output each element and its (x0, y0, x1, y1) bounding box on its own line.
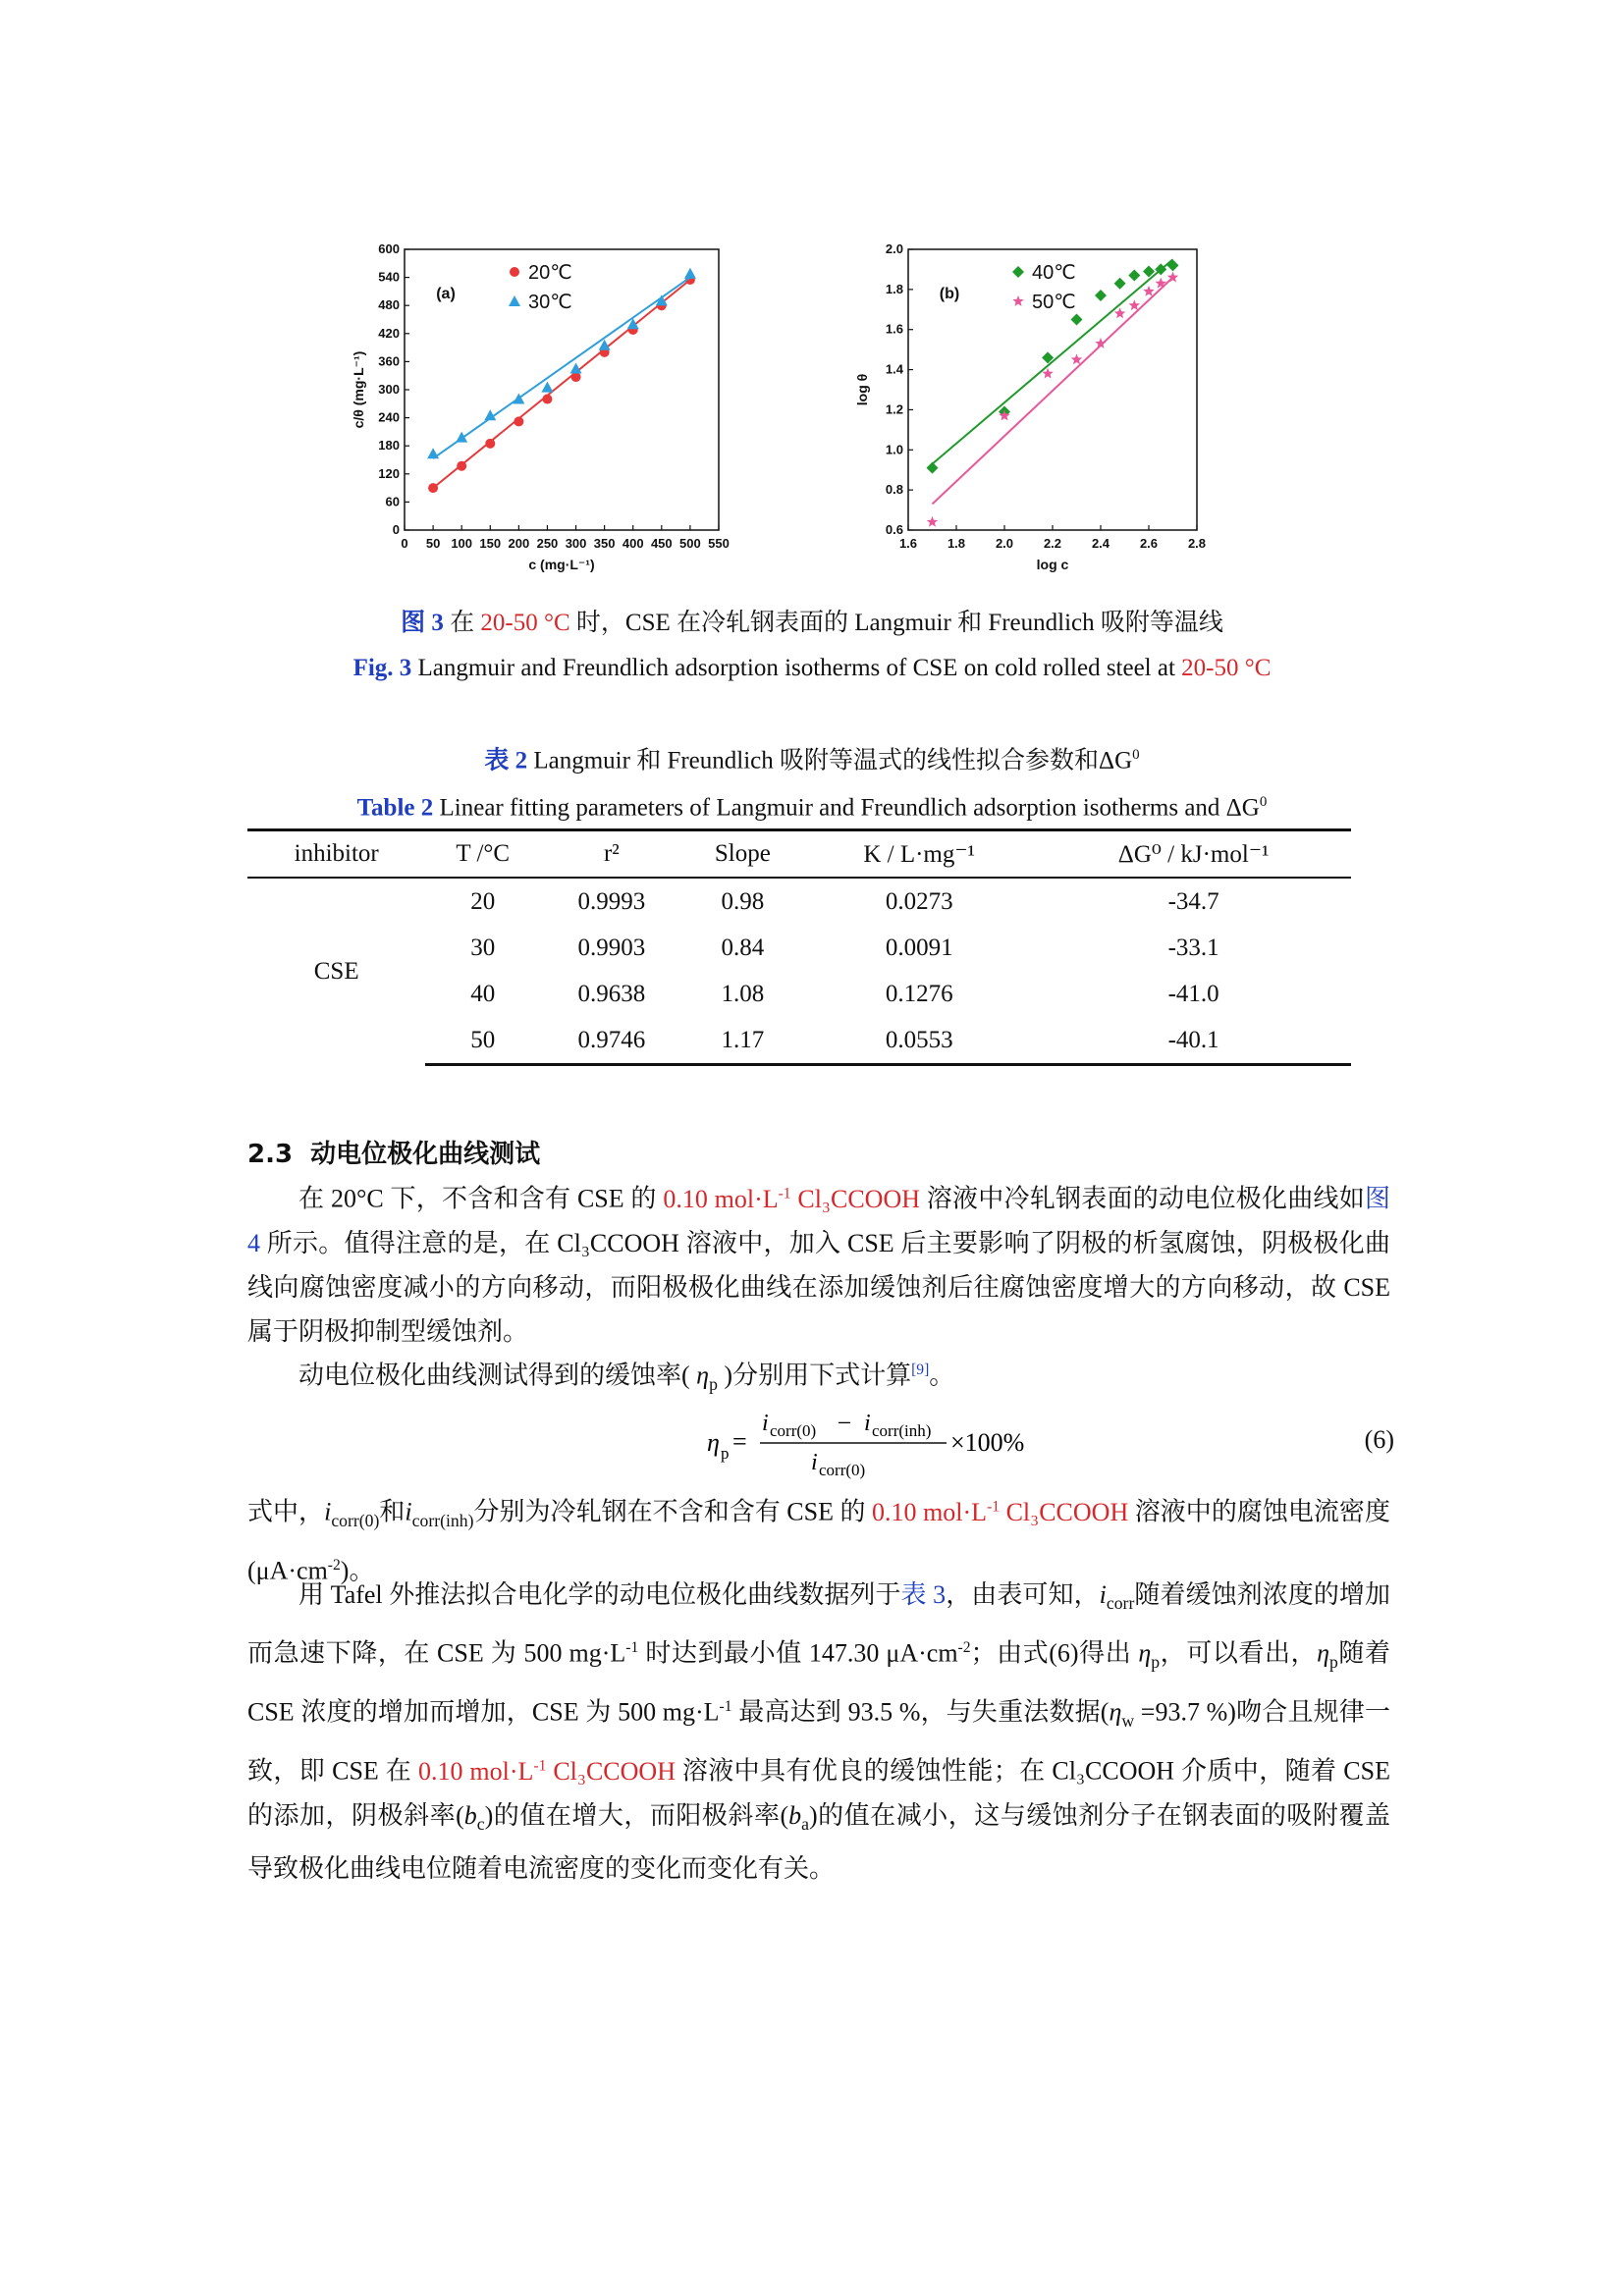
text: 和 (379, 1497, 406, 1526)
text: )分别用下式计算 (717, 1361, 912, 1390)
x-tick-label: 150 (479, 536, 502, 551)
x-tick-label: 0 (401, 536, 408, 551)
symbol: η (696, 1361, 710, 1390)
y-tick-label: 1.0 (885, 442, 903, 457)
table-2 (247, 828, 1351, 1066)
col-inhibitor: inhibitor (247, 830, 425, 879)
x-tick-label: 550 (708, 536, 730, 551)
highlight-concentration (663, 1185, 920, 1213)
y-tick-label: 0.6 (885, 522, 903, 537)
equation-number: (6) (1364, 1425, 1394, 1454)
paragraph-4 (247, 1573, 1390, 1891)
data-point (485, 439, 495, 449)
data-point (927, 462, 939, 474)
symbol: i (324, 1497, 332, 1526)
legend-label: 20℃ (528, 262, 572, 284)
x-tick-label: 1.6 (898, 536, 918, 551)
x-tick-label: 2.0 (995, 536, 1014, 551)
text: 溶液中具有优良的缓蚀性能；在 Cl₃CCOOH 介质中，随着 CSE 的添加，阴极斜率( (247, 1756, 1390, 1830)
text: ；由式(6)得出 (970, 1638, 1139, 1668)
equation-6 (707, 1404, 1394, 1482)
table-caption-cn (0, 738, 1624, 777)
figure-caption-en (0, 652, 1624, 685)
reference-9-link[interactable]: [9] (911, 1362, 930, 1378)
legend-marker (509, 295, 520, 306)
text: 时达到最小值 147.30 μA·cm (638, 1638, 958, 1668)
x-tick-label: 300 (565, 536, 587, 551)
text: ，由表可知， (946, 1580, 1100, 1609)
section-title: 动电位极化曲线测试 (310, 1140, 541, 1169)
text: Cl₃CCOOH (1000, 1497, 1129, 1526)
x-tick-label: 350 (593, 536, 616, 551)
x-tick-label: 500 (679, 536, 701, 551)
data-point (428, 483, 438, 493)
y-tick-label: 240 (378, 409, 400, 425)
table-cell: -41.0 (1167, 980, 1219, 1007)
y-tick-label: 540 (378, 269, 400, 285)
y-tick-label: 1.2 (885, 401, 903, 417)
x-tick-label: 200 (508, 536, 530, 551)
table-caption-label: 表 2 (484, 747, 528, 774)
text: 0.10 mol·L (663, 1184, 779, 1213)
data-point (427, 448, 439, 458)
equation-times: ×100% (950, 1428, 1025, 1457)
table-caption-label: Table 2 (356, 794, 434, 822)
table-caption-text: Langmuir 和 Freundlich 吸附等温式的线性拟合参数和ΔG (527, 747, 1133, 774)
y-tick-label: 480 (378, 297, 400, 313)
figure-3-svg (324, 234, 1306, 587)
x-tick-label: 2.6 (1139, 536, 1159, 551)
equation-lhs-sub: p (721, 1444, 730, 1463)
data-point (927, 516, 938, 527)
col-temperature: T /°C (425, 830, 540, 879)
text: w (1121, 1710, 1135, 1731)
figure-caption-text: 时，CSE 在冷轧钢表面的 Langmuir 和 Freundlich 吸附等温线 (569, 610, 1223, 636)
table-row (247, 878, 1351, 925)
text: η (707, 1428, 720, 1457)
equation-minus: − (831, 1409, 858, 1437)
text: p (1329, 1652, 1338, 1673)
parameters-table (247, 828, 1351, 1066)
y-tick-label: 0.8 (885, 482, 903, 498)
figure-caption-text: Langmuir and Freundlich adsorption isotherms of CSE on cold rolled steel at (411, 655, 1182, 681)
table-cell: 0.0273 (885, 887, 953, 915)
x-axis-label: log c (1036, 557, 1069, 572)
x-tick-label: 400 (622, 536, 644, 551)
y-tick-label: 1.8 (885, 281, 903, 296)
data-point (514, 416, 523, 426)
table-cell: 1.17 (683, 1017, 802, 1065)
text: =93.7 %)吻合且规律一致，即 CSE 在 (247, 1697, 1390, 1786)
data-point (1071, 353, 1082, 364)
section-number: 2.3 (247, 1140, 294, 1169)
figure-caption-label: 图 3 (401, 610, 444, 636)
text: Cl₃CCOOH (790, 1184, 920, 1213)
legend-label: 30℃ (528, 292, 572, 313)
table-cell: 0.9993 (577, 887, 646, 915)
equation-num-b-sub: corr(inh) (872, 1421, 932, 1440)
data-point (684, 268, 696, 279)
table-cell: 0.1276 (885, 980, 953, 1007)
text: -1 (778, 1185, 791, 1201)
x-tick-label: 2.2 (1043, 536, 1062, 551)
data-point (541, 382, 553, 393)
x-tick-label: 250 (536, 536, 559, 551)
table-cell: -34.7 (1167, 887, 1219, 915)
data-point (1167, 259, 1179, 271)
table-cell: -33.1 (1167, 934, 1219, 961)
text: a (801, 1813, 809, 1834)
symbol: η (1317, 1638, 1329, 1668)
y-tick-label: 1.4 (885, 361, 903, 377)
text: ，可以看出， (1160, 1638, 1318, 1668)
legend-marker (1012, 266, 1024, 278)
figure-3 (324, 234, 1306, 587)
table-cell: 0.9746 (540, 1017, 683, 1065)
col-r2: r² (540, 830, 683, 879)
symbol: η (1109, 1697, 1122, 1727)
figure-4-link[interactable]: 图 4 (247, 1184, 1390, 1257)
legend-label: 40℃ (1032, 262, 1076, 284)
text: 。 (929, 1361, 955, 1390)
highlight-concentration (872, 1498, 1128, 1526)
legend-marker (510, 267, 519, 277)
data-point (571, 372, 581, 382)
equation-lhs (707, 1428, 720, 1457)
table-cell: -40.1 (1036, 1017, 1351, 1065)
equation-num-b: i (864, 1411, 871, 1436)
paragraph-2 (298, 1348, 1390, 1407)
text: 0.10 mol·L (872, 1497, 988, 1526)
text: p (709, 1373, 718, 1394)
text: c (476, 1813, 485, 1834)
figure-caption-temp: 20-50 °C (480, 610, 570, 636)
data-point (1128, 270, 1140, 282)
panel-label: (a) (436, 286, 456, 302)
x-tick-label: 100 (451, 536, 473, 551)
x-tick-label: 450 (650, 536, 673, 551)
table-cell: 0.84 (721, 934, 765, 961)
y-tick-label: 0 (392, 522, 400, 537)
text: )。 (340, 1556, 375, 1585)
text: -2 (327, 1556, 341, 1574)
table-header-row (247, 830, 1351, 879)
equation-num-a: i (762, 1411, 769, 1436)
text: 分别为冷轧钢在不含和含有 CSE 的 (473, 1497, 873, 1526)
x-tick-label: 50 (425, 536, 441, 551)
cell-inhibitor: CSE (313, 957, 359, 985)
col-k: K / L·mg⁻¹ (802, 830, 1036, 879)
table-cell: 0.98 (721, 887, 765, 915)
table-cell: 0.9903 (577, 934, 646, 961)
data-point (1114, 278, 1126, 290)
equation-den-sub: corr(0) (819, 1461, 866, 1479)
text: )的值在减小，这与缓蚀剂分子在钢表面的吸附覆盖导致极化曲线电位随着电流密度的变化而变化有关。 (247, 1800, 1390, 1883)
legend-marker (1012, 295, 1023, 306)
text: corr(inh) (411, 1510, 474, 1530)
data-point (542, 395, 552, 404)
x-tick-label: 2.8 (1187, 536, 1207, 551)
data-point (1095, 290, 1107, 301)
text: 随着 CSE 浓度的增加而增加，CSE 为 500 mg·L (247, 1638, 1390, 1727)
highlight-concentration (418, 1757, 676, 1786)
table-caption-en (0, 785, 1624, 825)
equation-den: i (811, 1450, 818, 1475)
fit-line (933, 259, 1173, 463)
symbol: b (463, 1800, 477, 1830)
text: 在 20°C 下，不含和含有 CSE 的 (298, 1184, 664, 1213)
x-tick-label: 2.4 (1091, 536, 1110, 551)
text: 式中， (247, 1497, 325, 1526)
text: Cl₃CCOOH (546, 1756, 676, 1786)
y-tick-label: 600 (378, 241, 400, 256)
legend-label: 50℃ (1032, 292, 1076, 313)
data-point (457, 461, 466, 471)
text: -1 (625, 1639, 639, 1657)
data-point (1156, 278, 1167, 289)
y-tick-label: 2.0 (885, 241, 903, 256)
y-axis-label: c/θ (mg·L⁻¹) (351, 350, 366, 429)
y-tick-label: 180 (378, 438, 400, 454)
text: 用 Tafel 外推法拟合电化学的动电位极化曲线数据列于 (298, 1580, 901, 1609)
table-cell: 1.08 (721, 980, 765, 1007)
y-tick-label: 120 (378, 465, 400, 481)
table-cell: 0.0091 (885, 934, 953, 961)
table-3-link[interactable]: 表 3 (900, 1580, 947, 1609)
figure-caption-temp: 20-50 °C (1181, 655, 1272, 681)
table-cell: 50 (425, 1017, 540, 1065)
text: -1 (533, 1756, 547, 1774)
symbol: b (788, 1800, 802, 1830)
panel-label: (b) (939, 286, 960, 302)
text: 所示。值得注意的是，在 Cl₃CCOOH 溶液中，加入 CSE 后主要影响了阴极的析氢腐蚀，阴极极化曲线向腐蚀密度减小的方向移动，而阳极极化曲线在添加缓蚀剂后往腐蚀密度增大的方向移动，故 CSE 属于阴极抑制型缓蚀剂。 (247, 1228, 1390, 1346)
text: -1 (719, 1698, 732, 1716)
section-heading (247, 1134, 540, 1170)
text: 动电位极化曲线测试得到的缓蚀率( (298, 1361, 697, 1390)
y-tick-label: 60 (385, 494, 400, 509)
table-caption-text: Linear fitting parameters of Langmuir and Freundlich adsorption isotherms and ΔG (433, 794, 1260, 822)
x-axis-label: c (mg·L⁻¹) (528, 557, 595, 572)
text: 0.10 mol·L (418, 1756, 534, 1786)
data-point (1114, 307, 1125, 318)
text: -1 (987, 1498, 1001, 1515)
table-caption-sup: 0 (1132, 747, 1140, 763)
text: )的值在增大，而阳极斜率( (484, 1800, 789, 1830)
y-tick-label: 360 (378, 353, 400, 369)
data-point (1071, 314, 1083, 326)
equation-num-a-sub: corr(0) (770, 1421, 817, 1440)
figure-caption-label: Fig. 3 (352, 655, 412, 681)
text: 随着缓蚀剂浓度的增加而急速下降，在 CSE 为 500 mg·L (247, 1580, 1390, 1668)
text: 溶液中冷轧钢表面的动电位极化曲线如 (920, 1184, 1365, 1213)
paragraph-1 (247, 1171, 1390, 1354)
text: corr(0) (331, 1510, 380, 1530)
text: 最高达到 93.5 %，与失重法数据( (731, 1697, 1110, 1727)
text: 溶液中的腐蚀电流密度(μA·cm (247, 1497, 1390, 1585)
symbol: i (405, 1497, 412, 1526)
data-point (1095, 338, 1106, 348)
y-tick-label: 1.6 (885, 321, 903, 337)
data-point (1143, 286, 1154, 296)
x-tick-label: 1.8 (947, 536, 966, 551)
text: -2 (957, 1639, 971, 1657)
symbol: η (1138, 1638, 1152, 1668)
table-cell: 20 (470, 887, 496, 915)
equation-equals: = (732, 1427, 747, 1456)
table-caption-sup: 0 (1259, 794, 1268, 810)
data-point (456, 432, 467, 443)
symbol: i (1099, 1580, 1107, 1609)
table-cell: 0.9638 (577, 980, 646, 1007)
text: p (1151, 1652, 1161, 1673)
y-tick-label: 420 (378, 325, 400, 341)
equation-svg (707, 1404, 1257, 1482)
col-slope: Slope (683, 830, 802, 879)
table-cell: 30 (470, 934, 496, 961)
text: corr (1106, 1593, 1135, 1614)
table-cell: 40 (470, 980, 496, 1007)
col-delta-g: ΔG⁰ / kJ·mol⁻¹ (1036, 830, 1351, 879)
figure-caption-text: 在 (443, 610, 481, 636)
figure-caption-cn (0, 607, 1624, 640)
y-tick-label: 300 (378, 382, 400, 397)
table-cell: 0.0553 (802, 1017, 1036, 1065)
y-axis-label: log θ (854, 373, 870, 406)
